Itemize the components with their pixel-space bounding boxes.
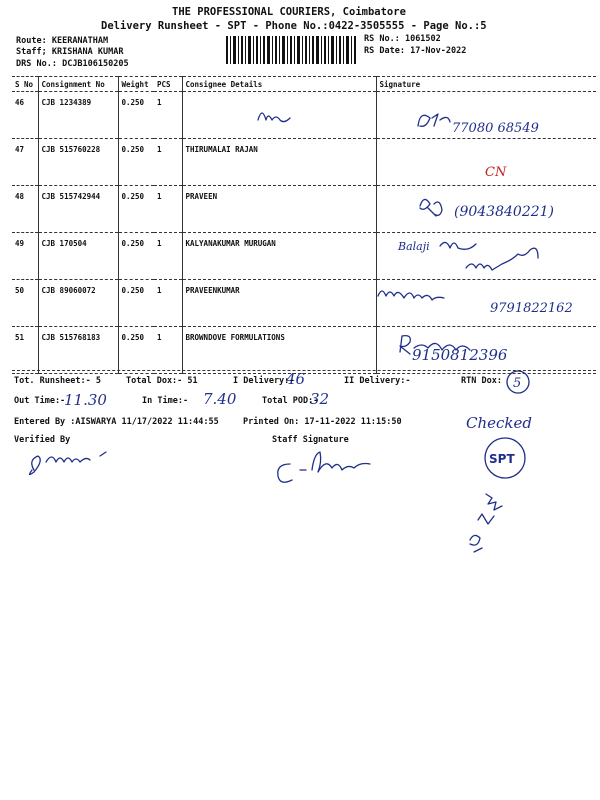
ii-delivery-label: II Delivery:-: [344, 376, 411, 386]
staff-value: KRISHANA KUMAR: [51, 47, 124, 57]
spt-stamp: [485, 438, 525, 478]
row-consignment: CJB 515768183: [38, 327, 118, 374]
row-pcs: 1: [154, 92, 182, 139]
row-weight: 0.250: [118, 139, 154, 186]
checked-note: Checked: [466, 414, 532, 432]
route-value: KEERANATHAM: [51, 36, 109, 46]
row-sno: 48: [12, 186, 38, 233]
sig-note-46: 77080 68549: [452, 121, 539, 136]
row-consignee: PRAVEENKUMAR: [182, 280, 376, 327]
signature-50: [378, 291, 444, 300]
rs-no-value: 1061502: [404, 34, 441, 44]
col-consignment: Consignment No: [38, 77, 118, 92]
rs-no-label: RS No.:: [364, 34, 400, 44]
row-consignee: KALYANAKUMAR MURUGAN: [182, 233, 376, 280]
staff-signature-drawn: [278, 452, 370, 482]
row-pcs: 1: [154, 280, 182, 327]
staff-label: Staff;: [16, 47, 47, 57]
staff-signature-label: Staff Signature: [272, 435, 349, 445]
out-time-label: Out Time:-: [14, 396, 66, 406]
total-dox: Total Dox:- 51: [126, 376, 198, 386]
footer-divider: [12, 370, 596, 371]
row-consignee: PRAVEEN: [182, 186, 376, 233]
row-consignment: CJB 515760228: [38, 139, 118, 186]
rs-date-value: 17-Nov-2022: [410, 46, 467, 56]
i-delivery-handwritten: 46: [286, 370, 306, 388]
row-pcs: 1: [154, 139, 182, 186]
col-signature: Signature: [376, 77, 596, 92]
runsheet-line: Delivery Runsheet - SPT - Phone No.:0422-3505555 - Page No.:5: [101, 20, 487, 32]
i-delivery-label: I Delivery:-: [233, 376, 295, 386]
printed-on: Printed On: 17-11-2022 11:15:50: [243, 417, 402, 427]
out-time-handwritten: 11.30: [64, 391, 107, 409]
row-weight: 0.250: [118, 327, 154, 374]
row-weight: 0.250: [118, 92, 154, 139]
sig-note-47: CN: [485, 165, 507, 180]
signature-46: [258, 113, 290, 122]
sig-note-51: 9150812396: [412, 346, 508, 364]
row-consignment: CJB 515742944: [38, 186, 118, 233]
verified-by-label: Verified By: [14, 435, 71, 445]
company-title: THE PROFESSIONAL COURIERS, Coimbatore: [172, 6, 406, 18]
row-sno: 46: [12, 92, 38, 139]
signature-48: [420, 199, 442, 216]
route-label: Route:: [16, 36, 47, 46]
col-sno: S No: [12, 77, 38, 92]
tot-runsheet: Tot. Runsheet:- 5: [14, 376, 101, 386]
row-consignment: CJB 89060072: [38, 280, 118, 327]
row-pcs: 1: [154, 233, 182, 280]
entered-by: Entered By :AISWARYA 11/17/2022 11:44:55: [14, 417, 219, 427]
row-weight: 0.250: [118, 280, 154, 327]
row-weight: 0.250: [118, 233, 154, 280]
row-sno: 49: [12, 233, 38, 280]
row-consignee: BROWNDOVE FORMULATIONS: [182, 327, 376, 374]
row-sno: 47: [12, 139, 38, 186]
row-pcs: 1: [154, 186, 182, 233]
col-consignee: Consignee Details: [182, 77, 376, 92]
total-pod-handwritten: 32: [310, 390, 330, 408]
row-consignee: THIRUMALAI RAJAN: [182, 139, 376, 186]
rs-date-label: RS Date:: [364, 46, 405, 56]
in-time-label: In Time:-: [142, 396, 189, 406]
row-weight: 0.250: [118, 186, 154, 233]
row-sno: 50: [12, 280, 38, 327]
col-pcs: PCS: [154, 77, 182, 92]
rtn-dox-handwritten: 5: [513, 376, 522, 391]
row-consignment: CJB 1234389: [38, 92, 118, 139]
row-pcs: 1: [154, 327, 182, 374]
verified-signature: [29, 452, 106, 475]
svg-text:SPT: SPT: [489, 452, 515, 466]
row-sno: 51: [12, 327, 38, 374]
row-consignment: CJB 170504: [38, 233, 118, 280]
total-pod-label: Total POD:-: [262, 396, 319, 406]
col-weight: Weight: [118, 77, 154, 92]
rtn-dox-label: RTN Dox:: [461, 376, 502, 386]
drs-value: DCJB106150205: [62, 59, 129, 69]
sig-name-49: Balaji: [398, 240, 430, 253]
in-time-handwritten: 7.40: [203, 390, 237, 408]
sig-note-50: 9791822162: [490, 301, 573, 316]
drs-label: DRS No.:: [16, 59, 57, 69]
sig-note-48: (9043840221): [454, 204, 554, 220]
